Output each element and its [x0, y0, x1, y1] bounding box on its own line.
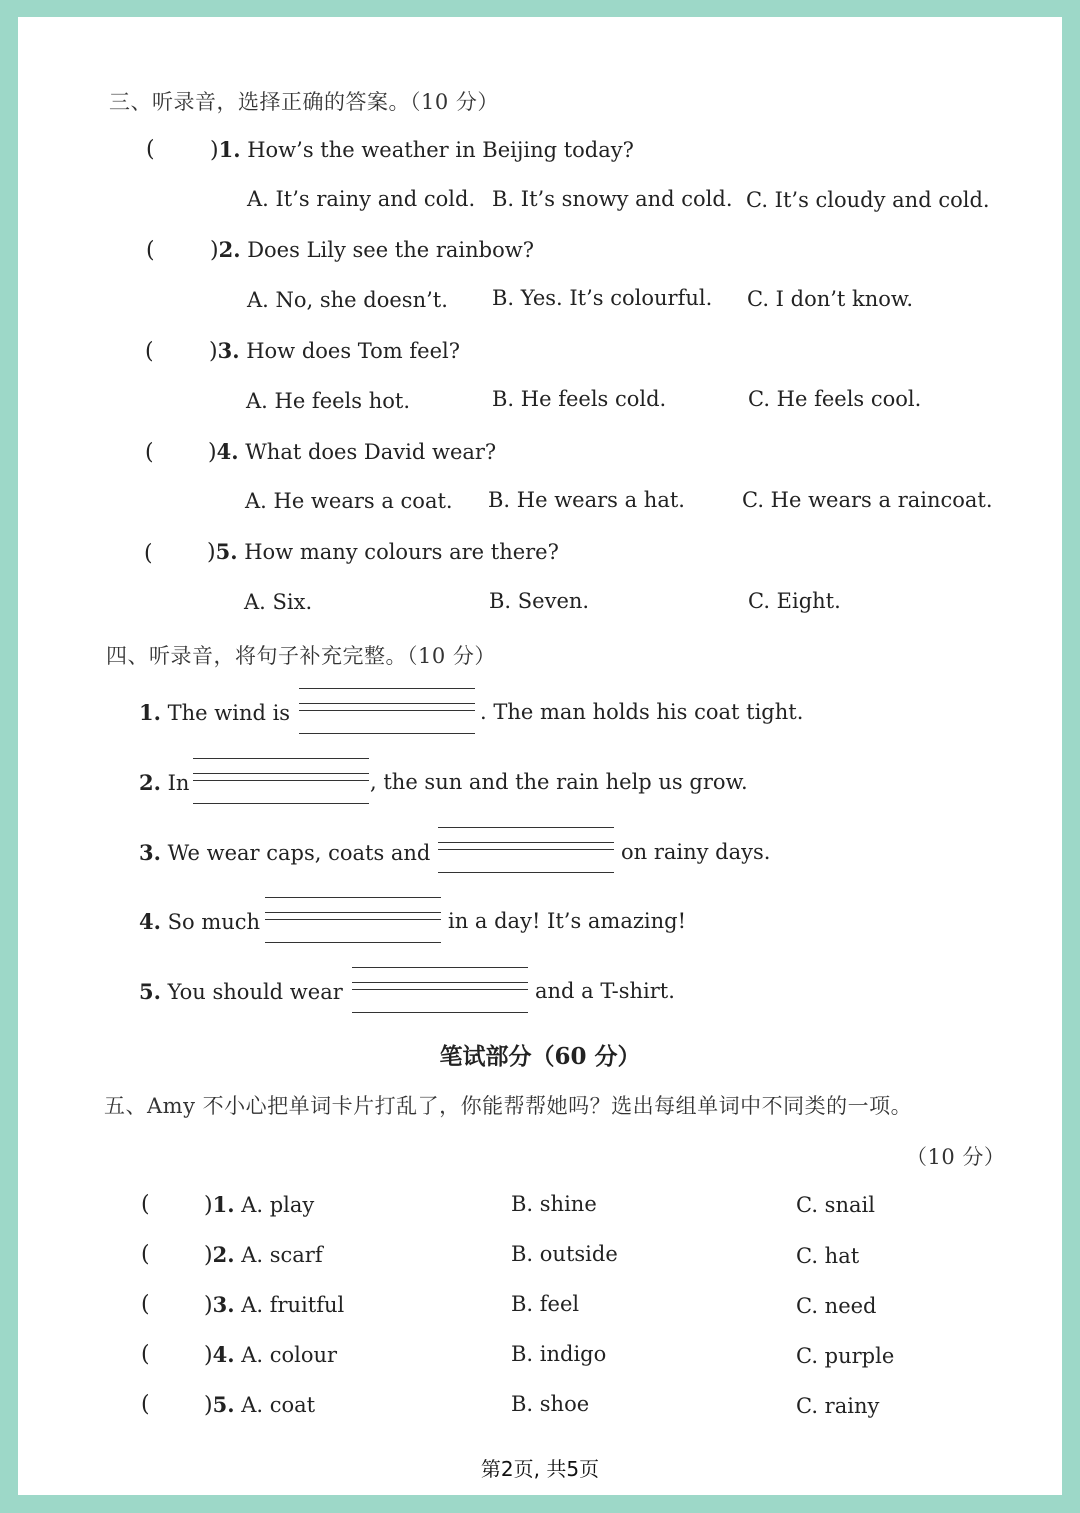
question-line: [208, 439, 496, 465]
answer-paren-open: (: [141, 1192, 150, 1217]
option-a: A. No, she doesn’t.: [247, 288, 448, 312]
word-option-b: B. indigo: [511, 1342, 607, 1366]
question-number: 4.: [216, 439, 239, 464]
option-c: C. I don’t know.: [747, 287, 914, 311]
option-b: B. Yes. It’s colourful.: [492, 286, 713, 310]
answer-blank[interactable]: [193, 758, 369, 804]
item-number: 3.: [139, 840, 161, 865]
question-line: [210, 237, 534, 263]
answer-paren-open: (: [146, 238, 155, 263]
option-b: B. He feels cold.: [492, 387, 667, 411]
answer-paren-open: (: [144, 541, 153, 566]
answer-paren-open: (: [145, 440, 154, 465]
question-number: 3.: [217, 338, 240, 363]
answer-paren-open: (: [141, 1392, 150, 1417]
sentence-before: You should wear: [160, 980, 343, 1004]
word-option-b: B. shoe: [511, 1392, 590, 1416]
word-option-c: C. rainy: [796, 1394, 880, 1418]
answer-paren-close: ): [207, 540, 216, 565]
answer-paren-close: ): [204, 1193, 213, 1218]
option-a-text: A. colour: [234, 1343, 338, 1367]
answer-blank[interactable]: [265, 897, 441, 943]
sentence-before: The wind is: [160, 701, 291, 725]
answer-paren-close: ): [204, 1243, 213, 1268]
section5-title: 五、Amy 不小心把单词卡片打乱了，你能帮帮她吗？选出每组单词中不同类的一项。: [104, 1094, 913, 1118]
option-b: B. It’s snowy and cold.: [492, 187, 733, 211]
sentence-after: in a day! It’s amazing!: [448, 909, 687, 933]
word-option-a: [204, 1192, 314, 1218]
question-line: [207, 539, 559, 565]
option-b: B. Seven.: [489, 589, 590, 613]
answer-blank[interactable]: [352, 967, 528, 1013]
item-number: 2.: [139, 770, 161, 795]
word-option-a: [204, 1292, 344, 1318]
section4-title: 四、听录音，将句子补充完整。（10 分）: [106, 644, 496, 668]
word-option-b: B. feel: [511, 1292, 580, 1316]
option-a: A. He feels hot.: [246, 389, 411, 413]
answer-paren-open: (: [141, 1342, 150, 1367]
option-a: A. He wears a coat.: [245, 489, 453, 513]
answer-paren-close: ): [204, 1343, 213, 1368]
option-c: C. It’s cloudy and cold.: [746, 188, 990, 212]
answer-paren-close: ): [210, 138, 219, 163]
option-c: C. Eight.: [748, 589, 841, 613]
item-number: 5.: [139, 979, 161, 1004]
fill-sentence-start: [139, 909, 260, 934]
option-c: C. He wears a raincoat.: [742, 488, 993, 512]
fill-sentence-start: [139, 700, 290, 725]
word-option-a: [204, 1392, 315, 1418]
word-option-b: B. outside: [511, 1242, 618, 1266]
answer-blank[interactable]: [299, 688, 475, 734]
option-a-text: A. coat: [234, 1393, 316, 1417]
option-a-text: A. fruitful: [234, 1293, 345, 1317]
word-option-b: B. shine: [511, 1192, 597, 1216]
answer-paren-close: ): [209, 339, 218, 364]
sentence-after: . The man holds his coat tight.: [480, 700, 804, 724]
fill-sentence-start: [139, 979, 343, 1004]
worksheet-page: [18, 17, 1062, 1495]
word-option-c: C. hat: [796, 1244, 860, 1268]
fill-sentence-start: [139, 840, 430, 865]
question-number: 1.: [218, 137, 241, 162]
option-a-text: A. scarf: [234, 1243, 323, 1267]
answer-paren-open: (: [141, 1242, 150, 1267]
question-text: How’s the weather in Beijing today?: [240, 138, 634, 162]
answer-paren-close: ): [204, 1393, 213, 1418]
word-option-a: [204, 1342, 337, 1368]
item-number: 3.: [212, 1292, 235, 1317]
answer-paren-close: ): [204, 1293, 213, 1318]
question-text: What does David wear?: [238, 440, 497, 464]
question-text: Does Lily see the rainbow?: [240, 238, 534, 262]
option-b: B. He wears a hat.: [488, 488, 685, 512]
option-a: A. It’s rainy and cold.: [247, 187, 476, 211]
section3-title: 三、听录音，选择正确的答案。（10 分）: [109, 90, 499, 114]
section5-score: （10 分）: [906, 1145, 1006, 1169]
word-option-c: C. purple: [796, 1344, 895, 1368]
sentence-before: In: [160, 771, 190, 795]
item-number: 4.: [212, 1342, 235, 1367]
page-footer: 第2页, 共5页: [480, 1457, 600, 1481]
sentence-after: on rainy days.: [621, 840, 771, 864]
option-a: A. Six.: [244, 590, 313, 614]
answer-paren-close: ): [208, 440, 217, 465]
sentence-before: So much: [160, 910, 261, 934]
question-number: 2.: [218, 237, 241, 262]
answer-paren-open: (: [141, 1292, 150, 1317]
word-option-a: [204, 1242, 323, 1268]
question-text: How does Tom feel?: [239, 339, 460, 363]
sentence-after: , the sun and the rain help us grow.: [370, 770, 748, 794]
written-part-title: 笔试部分（60 分）: [439, 1043, 641, 1070]
word-option-c: C. need: [796, 1294, 877, 1318]
fill-sentence-start: [139, 770, 189, 795]
answer-blank[interactable]: [438, 827, 614, 873]
question-text: How many colours are there?: [237, 540, 559, 564]
word-option-c: C. snail: [796, 1193, 875, 1217]
question-number: 5.: [215, 539, 238, 564]
item-number: 5.: [212, 1392, 235, 1417]
question-line: [210, 137, 634, 163]
item-number: 1.: [212, 1192, 235, 1217]
question-line: [209, 338, 460, 364]
answer-paren-open: (: [146, 137, 155, 162]
option-c: C. He feels cool.: [748, 387, 922, 411]
answer-paren-close: ): [210, 238, 219, 263]
item-number: 1.: [139, 700, 161, 725]
answer-paren-open: (: [145, 339, 154, 364]
item-number: 2.: [212, 1242, 235, 1267]
sentence-before: We wear caps, coats and: [160, 841, 431, 865]
sentence-after: and a T-shirt.: [535, 979, 675, 1003]
item-number: 4.: [139, 909, 161, 934]
option-a-text: A. play: [234, 1193, 315, 1217]
